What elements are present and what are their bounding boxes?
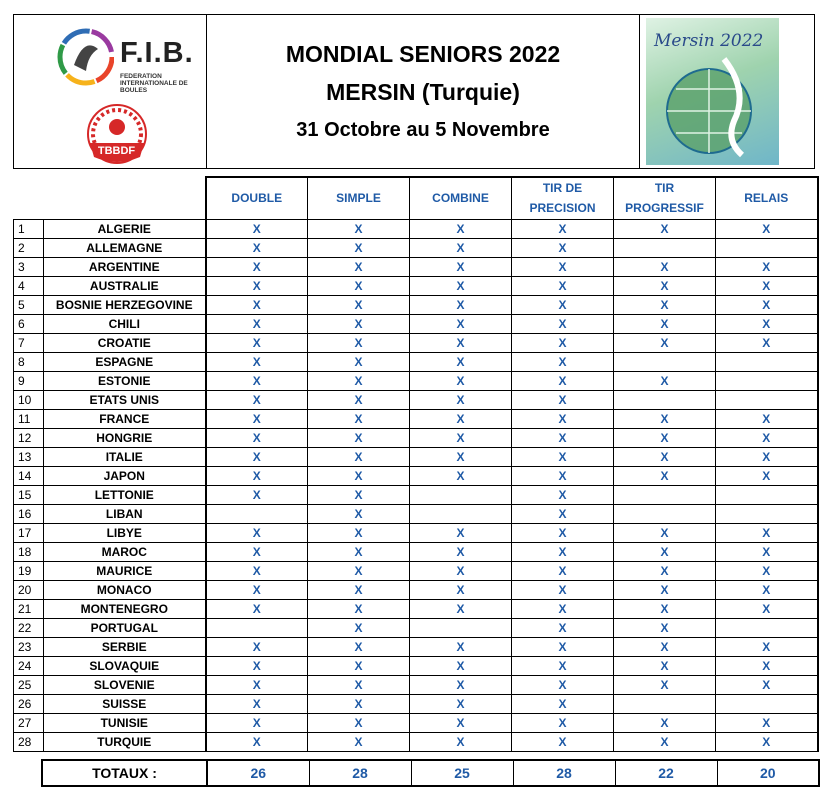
participation-cell: X	[512, 276, 614, 295]
participation-cell: X	[716, 409, 818, 428]
participation-cell: X	[614, 542, 716, 561]
participation-cell: X	[308, 390, 410, 409]
table-row	[14, 542, 818, 561]
participation-cell: X	[206, 447, 308, 466]
participation-cell	[614, 390, 716, 409]
participation-cell: X	[512, 219, 614, 238]
row-number: 21	[14, 599, 44, 618]
participation-cell: X	[308, 485, 410, 504]
table-row	[14, 314, 818, 333]
participation-cell	[614, 352, 716, 371]
table-row	[14, 732, 818, 751]
row-number: 2	[14, 238, 44, 257]
participation-cell: X	[614, 371, 716, 390]
participation-cell: X	[206, 656, 308, 675]
country-name: FRANCE	[44, 409, 206, 428]
country-name: SERBIE	[44, 637, 206, 656]
participation-cell: X	[716, 675, 818, 694]
row-number: 5	[14, 295, 44, 314]
participation-cell: X	[206, 333, 308, 352]
event-logo-text: Mersin 2022	[654, 31, 764, 51]
participation-cell: X	[308, 276, 410, 295]
country-name: SLOVAQUIE	[44, 656, 206, 675]
participation-cell	[716, 485, 818, 504]
total-value: 20	[717, 760, 819, 786]
participation-cell: X	[614, 257, 716, 276]
participation-cell: X	[410, 409, 512, 428]
participation-cell: X	[308, 732, 410, 751]
participation-cell: X	[512, 618, 614, 637]
table-row	[14, 428, 818, 447]
participation-cell: X	[308, 561, 410, 580]
participation-cell: X	[308, 523, 410, 542]
participation-cell: X	[614, 295, 716, 314]
participation-cell	[716, 504, 818, 523]
participation-cell: X	[614, 428, 716, 447]
country-name: ETATS UNIS	[44, 390, 206, 409]
table-row	[14, 409, 818, 428]
country-name: MONACO	[44, 580, 206, 599]
participation-cell: X	[308, 333, 410, 352]
participation-cell: X	[512, 675, 614, 694]
participation-cell: X	[308, 542, 410, 561]
table-row	[14, 637, 818, 656]
participation-cell: X	[716, 561, 818, 580]
participation-cell: X	[614, 599, 716, 618]
participation-cell: X	[206, 675, 308, 694]
table-row	[14, 352, 818, 371]
row-number: 4	[14, 276, 44, 295]
participation-cell: X	[206, 428, 308, 447]
country-name: MAROC	[44, 542, 206, 561]
participation-cell: X	[512, 314, 614, 333]
country-name: BOSNIE HERZEGOVINE	[44, 295, 206, 314]
country-name: ESPAGNE	[44, 352, 206, 371]
participation-cell: X	[308, 219, 410, 238]
country-name: SLOVENIE	[44, 675, 206, 694]
table-row	[14, 333, 818, 352]
participation-cell: X	[410, 637, 512, 656]
fib-subtitle: FEDERATION INTERNATIONALE DE BOULES	[120, 73, 188, 94]
participation-cell: X	[614, 219, 716, 238]
participation-cell	[410, 618, 512, 637]
participation-cell: X	[614, 618, 716, 637]
participation-cell: X	[308, 409, 410, 428]
row-number: 15	[14, 485, 44, 504]
participation-cell: X	[512, 599, 614, 618]
participation-cell: X	[410, 333, 512, 352]
title-area	[207, 15, 640, 168]
participation-cell: X	[614, 732, 716, 751]
country-name: ESTONIE	[44, 371, 206, 390]
participation-cell: X	[410, 390, 512, 409]
row-number: 1	[14, 219, 44, 238]
table-row	[14, 656, 818, 675]
row-number: 12	[14, 428, 44, 447]
country-name: PORTUGAL	[44, 618, 206, 637]
participation-cell: X	[410, 352, 512, 371]
participation-cell	[614, 485, 716, 504]
participation-cell: X	[410, 675, 512, 694]
participation-cell: X	[614, 561, 716, 580]
participation-cell: X	[410, 466, 512, 485]
participation-cell: X	[410, 257, 512, 276]
row-number: 9	[14, 371, 44, 390]
country-name: TUNISIE	[44, 713, 206, 732]
participation-cell: X	[614, 447, 716, 466]
participation-cell: X	[206, 694, 308, 713]
country-name: ARGENTINE	[44, 257, 206, 276]
participation-cell: X	[308, 257, 410, 276]
totals-label: TOTAUX :	[42, 760, 207, 786]
table-row	[14, 466, 818, 485]
column-header: RELAIS	[716, 177, 818, 219]
participation-cell: X	[206, 637, 308, 656]
participation-cell: X	[512, 295, 614, 314]
row-number: 10	[14, 390, 44, 409]
tbbdf-logo-text: TBBDF	[97, 145, 136, 157]
participation-cell: X	[308, 314, 410, 333]
participation-cell: X	[512, 732, 614, 751]
participation-cell: X	[614, 333, 716, 352]
participation-cell: X	[614, 637, 716, 656]
table-row	[14, 257, 818, 276]
participation-cell: X	[512, 504, 614, 523]
participation-cell: X	[716, 447, 818, 466]
participation-cell: X	[410, 694, 512, 713]
total-value: 25	[411, 760, 513, 786]
participation-cell: X	[206, 561, 308, 580]
country-name: CROATIE	[44, 333, 206, 352]
row-number: 19	[14, 561, 44, 580]
table-row	[14, 276, 818, 295]
row-number: 18	[14, 542, 44, 561]
participation-cell: X	[308, 637, 410, 656]
country-name: CHILI	[44, 314, 206, 333]
table-row	[14, 371, 818, 390]
participation-cell: X	[512, 637, 614, 656]
table-body	[14, 219, 818, 751]
participation-cell: X	[308, 466, 410, 485]
participation-cell	[716, 694, 818, 713]
table-row	[14, 675, 818, 694]
participation-cell: X	[410, 732, 512, 751]
participation-cell: X	[308, 504, 410, 523]
participation-cell: X	[308, 238, 410, 257]
header-blank	[14, 177, 44, 219]
participation-cell: X	[410, 580, 512, 599]
participation-cell: X	[512, 580, 614, 599]
participation-cell: X	[410, 447, 512, 466]
column-header: SIMPLE	[308, 177, 410, 219]
participation-cell: X	[716, 314, 818, 333]
row-number: 27	[14, 713, 44, 732]
participation-cell: X	[614, 656, 716, 675]
participation-cell: X	[716, 542, 818, 561]
row-number: 26	[14, 694, 44, 713]
participation-cell: X	[206, 276, 308, 295]
participation-cell: X	[512, 656, 614, 675]
participation-cell	[206, 618, 308, 637]
table-row	[14, 238, 818, 257]
participation-cell: X	[614, 409, 716, 428]
fib-logo-text: F.I.B.	[120, 37, 194, 69]
participation-cell: X	[716, 637, 818, 656]
participation-cell	[614, 238, 716, 257]
totals-row	[41, 759, 820, 787]
participation-cell: X	[512, 561, 614, 580]
participation-cell: X	[206, 542, 308, 561]
row-number: 14	[14, 466, 44, 485]
participation-cell	[716, 371, 818, 390]
total-value: 28	[513, 760, 615, 786]
participation-cell: X	[716, 295, 818, 314]
participation-cell: X	[512, 352, 614, 371]
participation-cell: X	[512, 523, 614, 542]
participation-cell: X	[206, 713, 308, 732]
participation-cell: X	[512, 447, 614, 466]
row-number: 8	[14, 352, 44, 371]
participation-cell: X	[614, 523, 716, 542]
country-name: ALLEMAGNE	[44, 238, 206, 257]
participation-cell: X	[410, 656, 512, 675]
participation-cell: X	[512, 694, 614, 713]
participation-cell: X	[206, 352, 308, 371]
participation-cell: X	[716, 333, 818, 352]
participation-cell: X	[410, 314, 512, 333]
row-number: 11	[14, 409, 44, 428]
table-row	[14, 580, 818, 599]
table-row	[14, 694, 818, 713]
participation-cell: X	[308, 675, 410, 694]
participation-cell: X	[206, 580, 308, 599]
participation-cell: X	[308, 713, 410, 732]
row-number: 20	[14, 580, 44, 599]
participation-cell: X	[308, 656, 410, 675]
participation-cell: X	[512, 371, 614, 390]
participation-cell: X	[206, 523, 308, 542]
participation-cell: X	[512, 466, 614, 485]
event-title: MONDIAL SENIORS 2022	[285, 41, 561, 67]
participation-cell: X	[614, 314, 716, 333]
row-number: 23	[14, 637, 44, 656]
participation-cell: X	[206, 599, 308, 618]
participation-cell: X	[716, 656, 818, 675]
participation-cell: X	[614, 713, 716, 732]
participation-cell: X	[716, 713, 818, 732]
table-row	[14, 447, 818, 466]
participation-cell: X	[308, 694, 410, 713]
total-value: 22	[615, 760, 717, 786]
participation-cell	[716, 618, 818, 637]
participation-cell: X	[308, 352, 410, 371]
table-row	[14, 485, 818, 504]
event-dates: 31 Octobre au 5 Novembre	[296, 119, 550, 141]
globe-icon	[654, 51, 774, 161]
row-number: 6	[14, 314, 44, 333]
participation-cell: X	[308, 295, 410, 314]
table-header-row	[14, 177, 818, 219]
participation-cell	[614, 694, 716, 713]
participation-cell: X	[410, 713, 512, 732]
participation-cell: X	[206, 314, 308, 333]
participation-cell: X	[716, 257, 818, 276]
participation-cell	[410, 504, 512, 523]
participation-cell	[716, 390, 818, 409]
row-number: 25	[14, 675, 44, 694]
participation-cell	[206, 504, 308, 523]
participation-cell: X	[716, 428, 818, 447]
participation-cell	[614, 504, 716, 523]
participation-cell: X	[206, 371, 308, 390]
country-name: SUISSE	[44, 694, 206, 713]
country-name: ALGERIE	[44, 219, 206, 238]
table-row	[14, 504, 818, 523]
participation-cell: X	[512, 390, 614, 409]
table-row	[14, 561, 818, 580]
participation-cell: X	[308, 447, 410, 466]
participation-cell: X	[716, 466, 818, 485]
participation-cell: X	[614, 675, 716, 694]
participation-cell: X	[206, 219, 308, 238]
participation-cell: X	[410, 542, 512, 561]
participation-cell: X	[206, 238, 308, 257]
country-name: JAPON	[44, 466, 206, 485]
column-header: TIR PROGRESSIF	[614, 177, 716, 219]
participation-cell: X	[206, 257, 308, 276]
participation-cell: X	[614, 466, 716, 485]
participation-cell: X	[512, 238, 614, 257]
row-number: 13	[14, 447, 44, 466]
participation-cell: X	[206, 466, 308, 485]
row-number: 17	[14, 523, 44, 542]
participation-cell: X	[206, 409, 308, 428]
header-blank	[44, 177, 206, 219]
participation-cell: X	[716, 219, 818, 238]
participation-cell: X	[716, 599, 818, 618]
document-header	[13, 14, 815, 169]
participation-cell: X	[410, 295, 512, 314]
country-name: MAURICE	[44, 561, 206, 580]
table-row	[14, 390, 818, 409]
row-number: 22	[14, 618, 44, 637]
country-name: LETTONIE	[44, 485, 206, 504]
participation-cell: X	[512, 542, 614, 561]
participation-cell: X	[512, 485, 614, 504]
event-logo-area	[640, 15, 814, 168]
participation-cell: X	[716, 580, 818, 599]
country-name: MONTENEGRO	[44, 599, 206, 618]
row-number: 7	[14, 333, 44, 352]
participation-cell: X	[308, 428, 410, 447]
participation-cell: X	[410, 276, 512, 295]
participation-cell	[410, 485, 512, 504]
participation-cell	[716, 238, 818, 257]
column-header: TIR DE PRECISION	[512, 177, 614, 219]
column-header: DOUBLE	[206, 177, 308, 219]
participation-cell	[716, 352, 818, 371]
logo-area	[14, 15, 207, 168]
country-name: LIBAN	[44, 504, 206, 523]
participation-cell: X	[716, 523, 818, 542]
participation-cell: X	[206, 390, 308, 409]
row-number: 16	[14, 504, 44, 523]
participation-cell: X	[410, 523, 512, 542]
event-location: MERSIN (Turquie)	[326, 79, 520, 105]
table-row	[14, 618, 818, 637]
country-name: LIBYE	[44, 523, 206, 542]
table-row	[14, 219, 818, 238]
participation-cell: X	[308, 599, 410, 618]
row-number: 24	[14, 656, 44, 675]
participation-cell: X	[614, 276, 716, 295]
participation-table	[13, 176, 819, 752]
table-row	[14, 599, 818, 618]
fib-emblem-icon	[54, 25, 114, 89]
participation-cell: X	[206, 295, 308, 314]
total-value: 28	[309, 760, 411, 786]
participation-cell: X	[410, 371, 512, 390]
participation-cell: X	[512, 409, 614, 428]
row-number: 28	[14, 732, 44, 751]
participation-cell: X	[410, 238, 512, 257]
country-name: HONGRIE	[44, 428, 206, 447]
participation-cell: X	[512, 333, 614, 352]
participation-cell: X	[512, 257, 614, 276]
participation-cell: X	[410, 428, 512, 447]
participation-cell: X	[716, 732, 818, 751]
table-row	[14, 523, 818, 542]
column-header: COMBINE	[410, 177, 512, 219]
row-number: 3	[14, 257, 44, 276]
participation-cell: X	[410, 599, 512, 618]
table-row	[14, 713, 818, 732]
participation-cell: X	[308, 618, 410, 637]
country-name: TURQUIE	[44, 732, 206, 751]
table-row	[14, 295, 818, 314]
participation-cell: X	[308, 371, 410, 390]
participation-cell: X	[512, 428, 614, 447]
participation-cell: X	[206, 732, 308, 751]
country-name: AUSTRALIE	[44, 276, 206, 295]
total-value: 26	[207, 760, 309, 786]
participation-cell: X	[614, 580, 716, 599]
participation-cell: X	[410, 561, 512, 580]
participation-cell: X	[206, 485, 308, 504]
participation-cell: X	[308, 580, 410, 599]
country-name: ITALIE	[44, 447, 206, 466]
participation-cell: X	[512, 713, 614, 732]
participation-cell: X	[410, 219, 512, 238]
participation-cell: X	[716, 276, 818, 295]
